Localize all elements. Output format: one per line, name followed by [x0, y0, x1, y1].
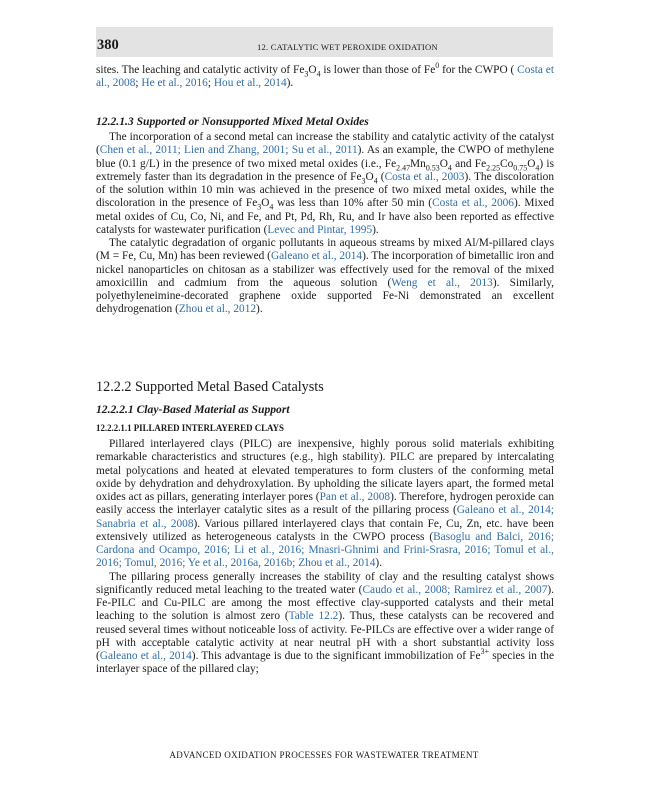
- citation-link[interactable]: Levec and Pintar, 1995: [267, 223, 373, 236]
- paragraph: The pillaring process generally increases the stability of clay and the resulting catalyst shows significantly reduced metal leaching to the treated water (Caudo et al., 2008; Ramirez et al., 2007). Fe-PILC and Cu-PILC are among the most effective clay-supported catalysts and their metal leaching to the solution is almost zero (Table 12.2). Thus, these catalysts can be recovered and reused several times without noticeable loss of activity. Fe-PILCs are effective over a wider range of pH with acceptable catalytic activity at near neutral pH with a short substantial activity loss (Galeano et al., 2014). This advantage is due to the significant immobilization of $Fe^{3+}$ species in the interlayer space of the pillared clay;: [96, 570, 555, 676]
- citation-link[interactable]: Caudo et al., 2008; Ramirez et al., 2007: [362, 583, 548, 596]
- footer-book-title: ADVANCED OXIDATION PROCESSES FOR WASTEWATER TREATMENT: [169, 750, 479, 760]
- citation-link[interactable]: Zhou et al., 2012: [178, 303, 257, 316]
- paragraph: The incorporation of a second metal can increase the stability and catalytic activity of the catalyst (Chen et al., 2011; Lien and Zhang, 2001; Su et al., 2011). As an example, the CWPO of methylene blue (0.1 g/L) in the presence of two mixed metal oxides (i.e., $Fe_{2.47}Mn_{0.53}O_4$ and $Fe_{2.25}Co_{0.75}O_4$) is extremely faster than its degradation in the presence of $Fe_3O_4$ (Costa et al., 2003). The discoloration of the solution within 10 min was achieved in the presence of two mixed metal oxides, while the discoloration in the presence of $Fe_3O_4$ was less than 10% after 50 min (Costa et al., 2006). Mixed metal oxides of Cu, Co, Ni, and Fe, and Pt, Pd, Rh, Ru, and Ir have also been reported as effective catalysts for wastewater purification (Levec and Pintar, 1995).: [96, 131, 554, 236]
- section-heading-12-2-2-1-1: 12.2.2.1.1 PILLARED INTERLAYERED CLAYS: [96, 423, 284, 433]
- intro-paragraph: sites. The leaching and catalytic activity of $Fe_3O_4$ is lower than those of Fe$^0$ for the CWPO ( Costa et al., 2008; He et al., 2016; Hou et al., 2014).: [96, 61, 554, 90]
- citation-link[interactable]: Hou et al., 2014: [213, 77, 287, 90]
- section-12-2-1-3-body: [96, 131, 554, 317]
- citation-link[interactable]: He et al., 2016: [141, 77, 208, 90]
- citation-link[interactable]: Pan et al., 2008: [319, 491, 391, 503]
- running-head: 12. CATALYTIC WET PEROXIDE OXIDATION: [257, 42, 438, 52]
- section-heading-12-2-2: 12.2.2 Supported Metal Based Catalysts: [96, 379, 324, 395]
- citation-link[interactable]: Galeano et al., 2014: [99, 650, 192, 662]
- paragraph: Pillared interlayered clays (PILC) are inexpensive, highly porous solid materials exhibiting remarkable characteristics and structures (e.g., high stability). PILC are prepared by intercalating metal polycations and heated at elevated temperatures to form clusters of the conforming metal oxide by dehydration and dehydroxylation. By upholding the silicate layers apart, the formed metal oxides act as pillars, generating interlayer pores (Pan et al., 2008). Therefore, hydrogen peroxide can easily access the interlayer catalytic sites as a result of the pillaring process (Galeano et al., 2014; Sanabria et al., 2008). Various pillared interlayered clays that contain Fe, Cu, Zn, etc. have been extensively utilized as heterogeneous catalysts in the CWPO process (Basoglu and Balci, 2016; Cardona and Ocampo, 2016; Li et al., 2016; Mnasri-Ghnimi and Frini-Srasra, 2016; Tomul et al., 2016; Tomul, 2016; Ye et al., 2016a, 2016b; Zhou et al., 2014).: [96, 438, 555, 570]
- citation-link[interactable]: Galeano et al., 2014: [270, 250, 363, 263]
- citation-link[interactable]: Chen et al., 2011; Lien and Zhang, 2001; Su et al., 2011: [99, 144, 358, 157]
- citation-link[interactable]: Costa et al., 2003: [384, 170, 465, 183]
- section-12-2-2-body: [96, 438, 554, 677]
- citation-link[interactable]: Galeano et al., 2014; Sanabria et al., 2008: [96, 504, 554, 530]
- section-heading-12-2-1-3: 12.2.1.3 Supported or Nonsupported Mixed Metal Oxides: [96, 115, 369, 128]
- citation-link[interactable]: Weng et al., 2013: [391, 276, 493, 289]
- paragraph: The catalytic degradation of organic pollutants in aqueous streams by mixed Al/M-pillared clays (M = Fe, Cu, Mn) has been reviewed (Galeano et al., 2014). The incorporation of bimetallic iron and nickel nanoparticles on chitosan as a stabilizer was effectively used for the removal of the mixed amoxicillin and cadmium from the aqueous solution (Weng et al., 2013). Similarly, polyethyleneimine-decorated graphene oxide supported Fe-Ni demonstrated an excellent dehydrogenation (Zhou et al., 2012).: [96, 237, 555, 316]
- citation-link[interactable]: Basoglu and Balci, 2016; Cardona and Ocampo, 2016; Li et al., 2016; Mnasri-Ghnimi and Frini-Srasra, 2016; Tomul et al., 2016; Tomul, 2016; Ye et al., 2016a, 2016b; Zhou et al., 2014: [96, 530, 555, 570]
- citation-link[interactable]: Costa et al., 2006: [432, 197, 514, 210]
- page-number: 380: [97, 37, 119, 53]
- table-reference-link[interactable]: Table 12.2: [288, 610, 339, 623]
- section-heading-12-2-2-1: 12.2.2.1 Clay-Based Material as Support: [96, 403, 290, 416]
- citation-link[interactable]: Costa et al., 2008: [96, 64, 554, 90]
